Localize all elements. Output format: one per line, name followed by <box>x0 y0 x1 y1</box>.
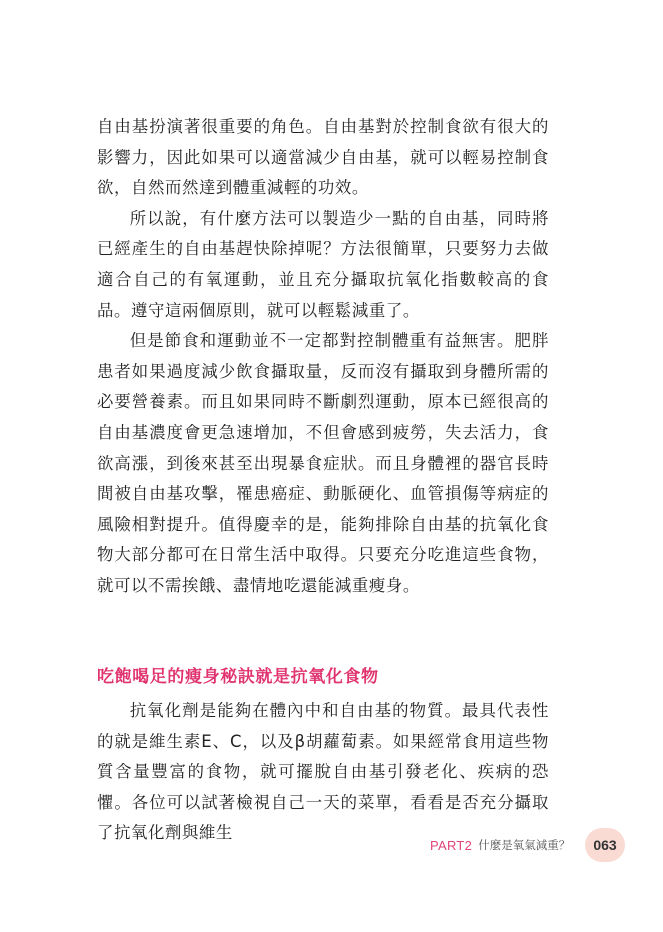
section-paragraph: 抗氧化劑是能夠在體內中和自由基的物質。最具代表性的就是維生素E、C，以及β胡蘿蔔素。如果經常食用這些物質含量豐富的食物，就可擺脫自由基引發老化、疾病的恐懼。各位可以試著檢視自己一天的菜單，看看是否充分攝取了抗氧化劑與維生 <box>97 701 549 843</box>
section-body <box>97 696 549 849</box>
footer-chapter-title: 什麼是氧氣減重？ <box>478 838 571 852</box>
section-heading: 吃飽喝足的瘦身秘訣就是抗氧化食物 <box>97 667 379 687</box>
body-text-block <box>97 112 549 602</box>
footer-part-label: PART2 <box>430 837 473 853</box>
paragraph-1: 自由基扮演著很重要的角色。自由基對於控制食欲有很大的影響力，因此如果可以適當減少自由基，就可以輕易控制食欲，自然而然達到體重減輕的功效。 <box>97 117 549 198</box>
paragraph-3: 但是節食和運動並不一定都對控制體重有益無害。肥胖患者如果過度減少飲食攝取量，反而沒有攝取到身體所需的必要營養素。而且如果同時不斷劇烈運動，原本已經很高的自由基濃度會更急速增加，不但會感到疲勞，失去活力，食欲高漲，到後來甚至出現暴食症狀。而且身體裡的器官長時間被自由基攻擊，罹患癌症、動脈硬化、血管損傷等病症的風險相對提升。值得慶幸的是，能夠排除自由基的抗氧化食物大部分都可在日常生活中取得。只要充分吃進這些食物，就可以不需挨餓、盡情地吃還能減重瘦身。 <box>97 331 549 595</box>
paragraph-2: 所以說，有什麼方法可以製造少一點的自由基，同時將已經產生的自由基趕快除掉呢？方法很簡單，只要努力去做適合自己的有氧運動，並且充分攝取抗氧化指數較高的食品。遵守這兩個原則，就可以輕鬆減重了。 <box>97 208 549 320</box>
page-number-badge: 063 <box>585 828 625 862</box>
